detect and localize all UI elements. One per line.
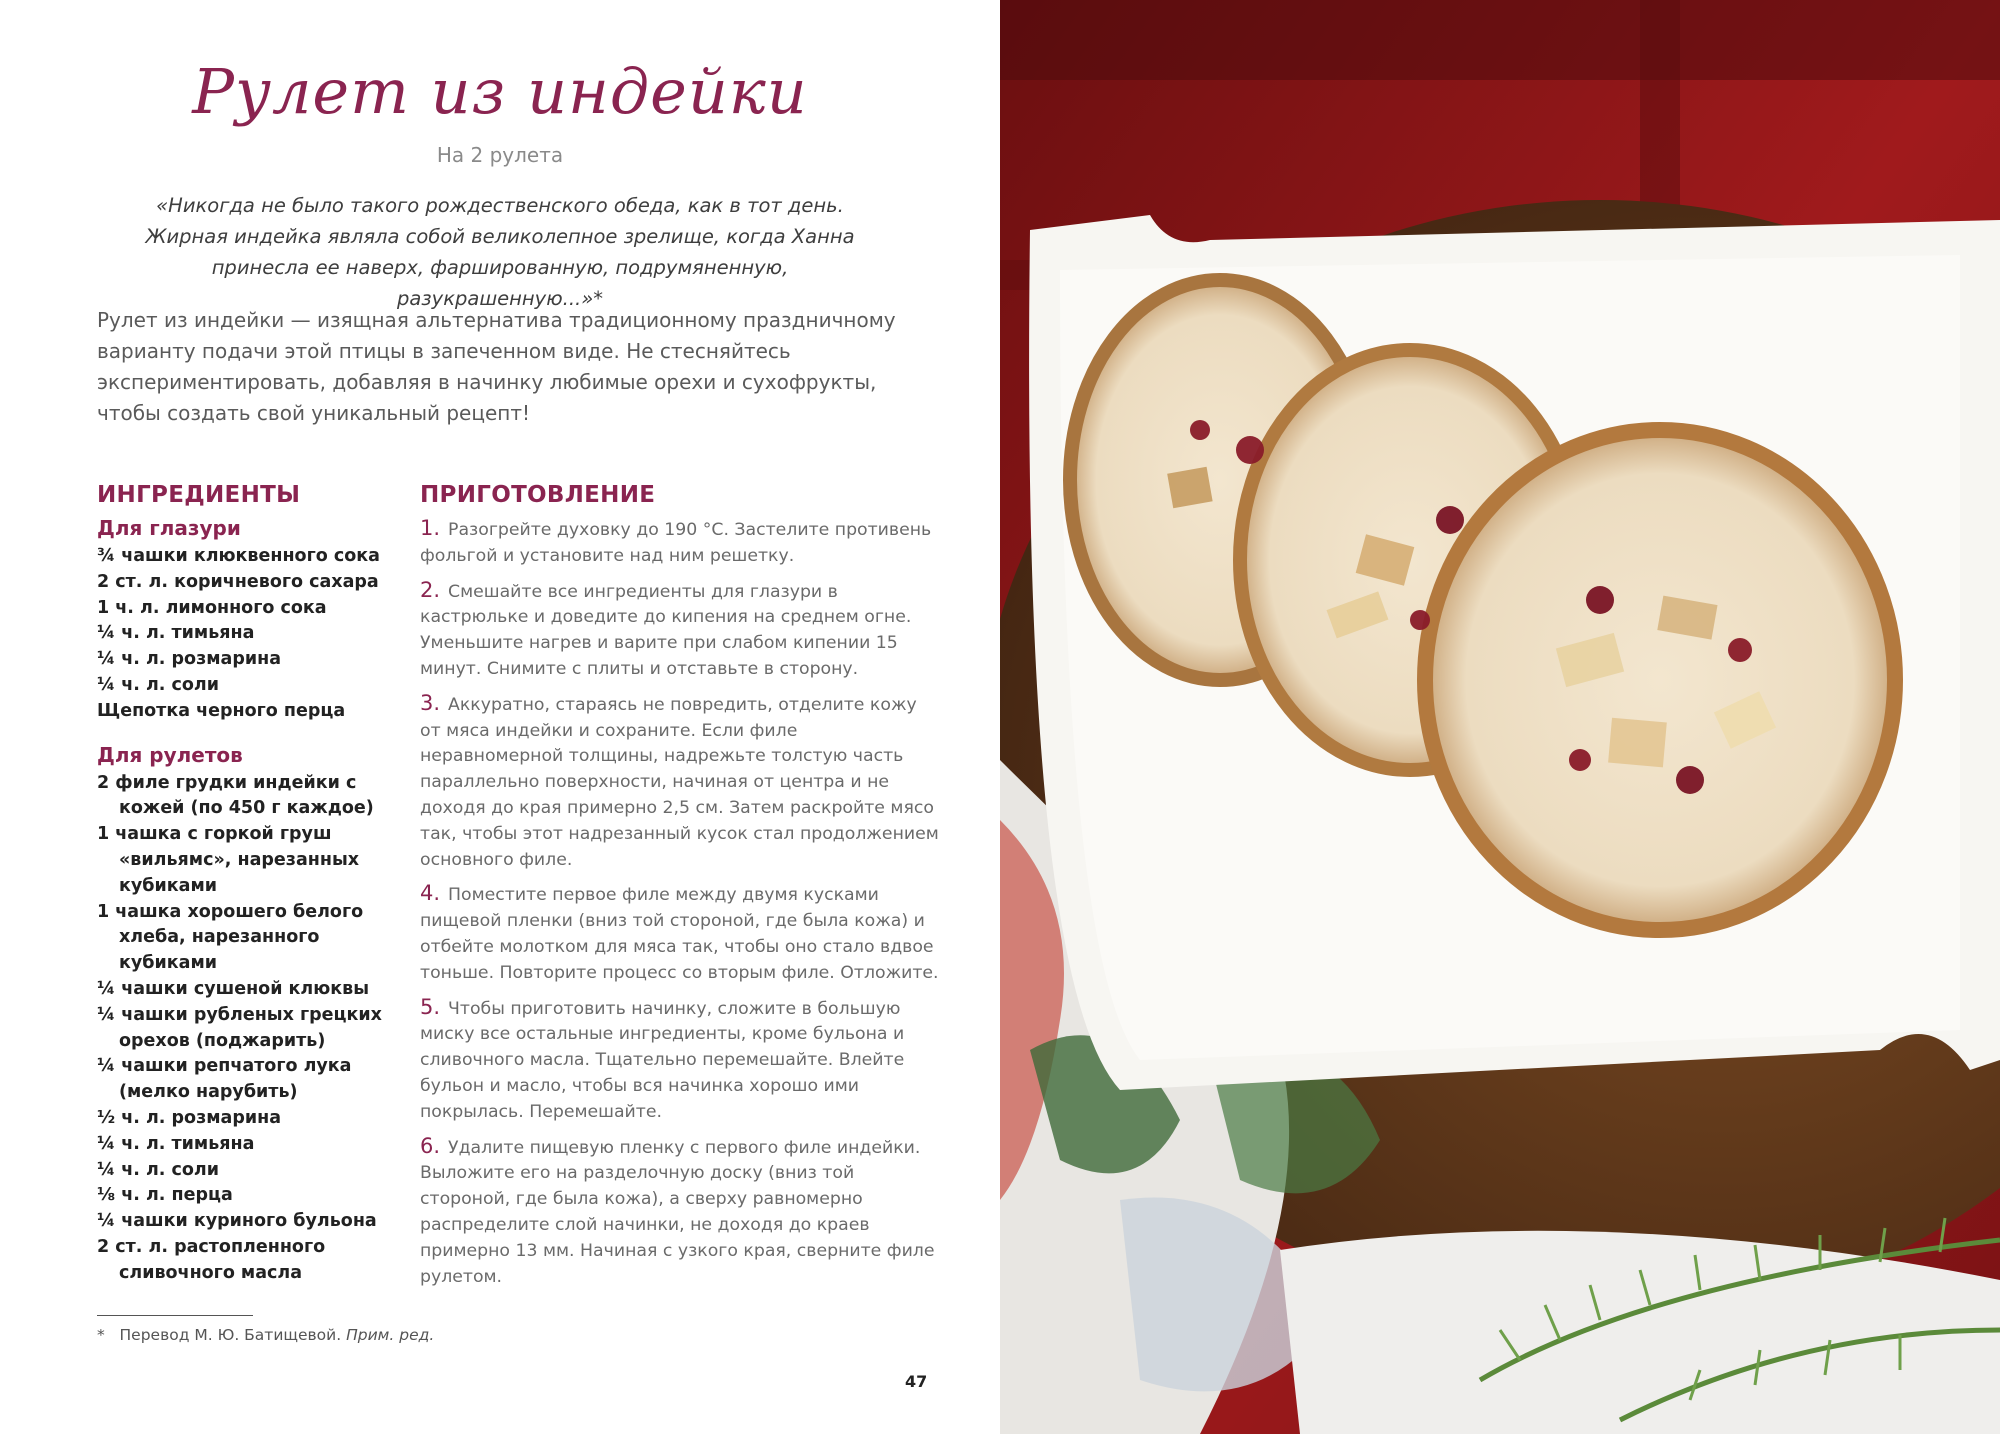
footnote-text: Перевод М. Ю. Батищевой. — [119, 1326, 342, 1344]
ingredient-item: 2 ст. л. растопленного сливочного масла — [97, 1236, 326, 1283]
ingredients-heading: ИНГРЕДИЕНТЫ — [97, 482, 301, 508]
step-number: 6. — [420, 1133, 441, 1158]
ingredient-item: ⅛ ч. л. перца — [97, 1185, 233, 1206]
ingredient-item: ½ ч. л. розмарина — [97, 1107, 282, 1128]
epigraph-quote: «Никогда не было такого рождественского обеда, как в тот день. Жирная индейка являла собой великолепное зрелище, когда Ханна принесла ее наверх, фаршированную, подрумяненную, разукрашенную...»* — [145, 194, 855, 310]
ingredient-item: ¼ ч. л. розмарина — [97, 649, 282, 670]
step-number: 1. — [420, 516, 441, 540]
ingredient-item: 1 чашка хорошего белого хлеба, нарезанного кубиками — [97, 901, 364, 974]
rolls-list — [97, 771, 397, 1287]
step-text: Смешайте все ингредиенты для глазури в кастрюльке и доведите до кипения на среднем огне. Уменьшите нагрев и варите при слабом кипении 15 минут. Снимите с плиты и отставьте в сторону. — [420, 581, 912, 679]
step-number: 2. — [420, 577, 441, 602]
turkey-roll-photo — [1000, 0, 2000, 1434]
ingredient-item: 2 филе грудки индейки с кожей (по 450 г каждое) — [97, 772, 374, 819]
step-number: 4. — [420, 881, 441, 906]
ingredient-item: 1 чашка с горкой груш «вильямс», нарезанных кубиками — [97, 824, 360, 896]
step-text: Разогрейте духовку до 190 °С. Застелите противень фольгой и установите над ним решетку. — [420, 520, 932, 566]
step-item — [420, 1134, 940, 1291]
step-item — [420, 691, 940, 874]
footnote-divider — [97, 1315, 253, 1316]
glaze-heading: Для глазури — [97, 516, 241, 540]
step-text: Чтобы приготовить начинку, сложите в большую миску все остальные ингредиенты, кроме бульона и сливочного масла. Тщательно перемешайте. Влейте бульон и масло, чтобы вся начинка хорошо ими покрылась. Перемешайте. — [420, 998, 905, 1122]
ingredient-item: ¼ ч. л. соли — [97, 1159, 219, 1180]
footnote-note: Прим. ред. — [346, 1326, 435, 1344]
footnote — [97, 1326, 434, 1344]
ingredient-item: ¼ ч. л. тимьяна — [97, 1133, 255, 1154]
food-photo-page — [1000, 0, 2000, 1434]
step-text: Поместите первое филе между двумя кусками пищевой пленки (вниз той стороной, где была кожа) и отбейте молотком для мяса так, чтобы оно стало вдвое тоньше. Повторите процесс со вторым филе. Отложите. — [420, 885, 939, 983]
ingredient-item: ¼ чашки рубленых грецких орехов (поджарить) — [97, 1004, 382, 1051]
step-text: Удалите пищевую пленку с первого филе индейки. Выложите его на разделочную доску (вниз той стороной, где была кожа), а сверху равномерно распределите слой начинки, не доходя до краев примерно 13 мм. Начиная с узкого края, сверните филе рулетом. — [420, 1137, 935, 1287]
intro-paragraph: Рулет из индейки — изящная альтернатива традиционному праздничному варианту подачи этой птицы в запеченном виде. Не стесняйтесь экспериментировать, добавляя в начинку любимые орехи и сухофрукты, чтобы создать свой уникальный рецепт! — [97, 308, 896, 425]
step-item — [420, 995, 940, 1126]
ingredients-column — [97, 482, 397, 1305]
recipe-title: Рулет из индейки — [192, 55, 808, 128]
ingredient-item: Щепотка черного перца — [97, 700, 346, 721]
ingredient-item: 1 ч. л. лимонного сока — [97, 597, 327, 618]
step-text: Аккуратно, стараясь не повредить, отделите кожу от мяса индейки и сохраните. Если филе неравномерной толщины, надрежьте толстую часть параллельно поверхности, начиная от центра и не доходя до края примерно 2,5 см. Затем раскройте мясо так, чтобы этот надрезанный кусок стал продолжением основного филе. — [420, 694, 939, 870]
step-item — [420, 881, 940, 986]
ingredient-item: ¼ чашки куриного бульона — [97, 1211, 377, 1232]
step-number: 5. — [420, 994, 441, 1019]
rolls-heading: Для рулетов — [97, 742, 243, 767]
preparation-column — [420, 482, 940, 1298]
step-item — [420, 516, 940, 570]
ingredient-item: ¼ ч. л. соли — [97, 674, 219, 695]
preparation-heading: ПРИГОТОВЛЕНИЕ — [420, 482, 656, 508]
ingredient-item: ¾ чашки клюквенного сока — [97, 546, 380, 566]
page-number: 47 — [905, 1372, 928, 1391]
step-item — [420, 578, 940, 683]
glaze-list — [97, 544, 397, 725]
ingredient-item: ¼ чашки сушеной клюквы — [97, 978, 370, 999]
ingredient-item: ¼ ч. л. тимьяна — [97, 623, 255, 644]
steps-list — [420, 516, 940, 1290]
footnote-marker: * — [97, 1326, 105, 1344]
recipe-yield: На 2 рулета — [436, 143, 564, 167]
ingredient-item: ¼ чашки репчатого лука (мелко нарубить) — [97, 1056, 352, 1103]
ingredient-item: 2 ст. л. коричневого сахара — [97, 571, 379, 592]
step-number: 3. — [420, 690, 441, 715]
